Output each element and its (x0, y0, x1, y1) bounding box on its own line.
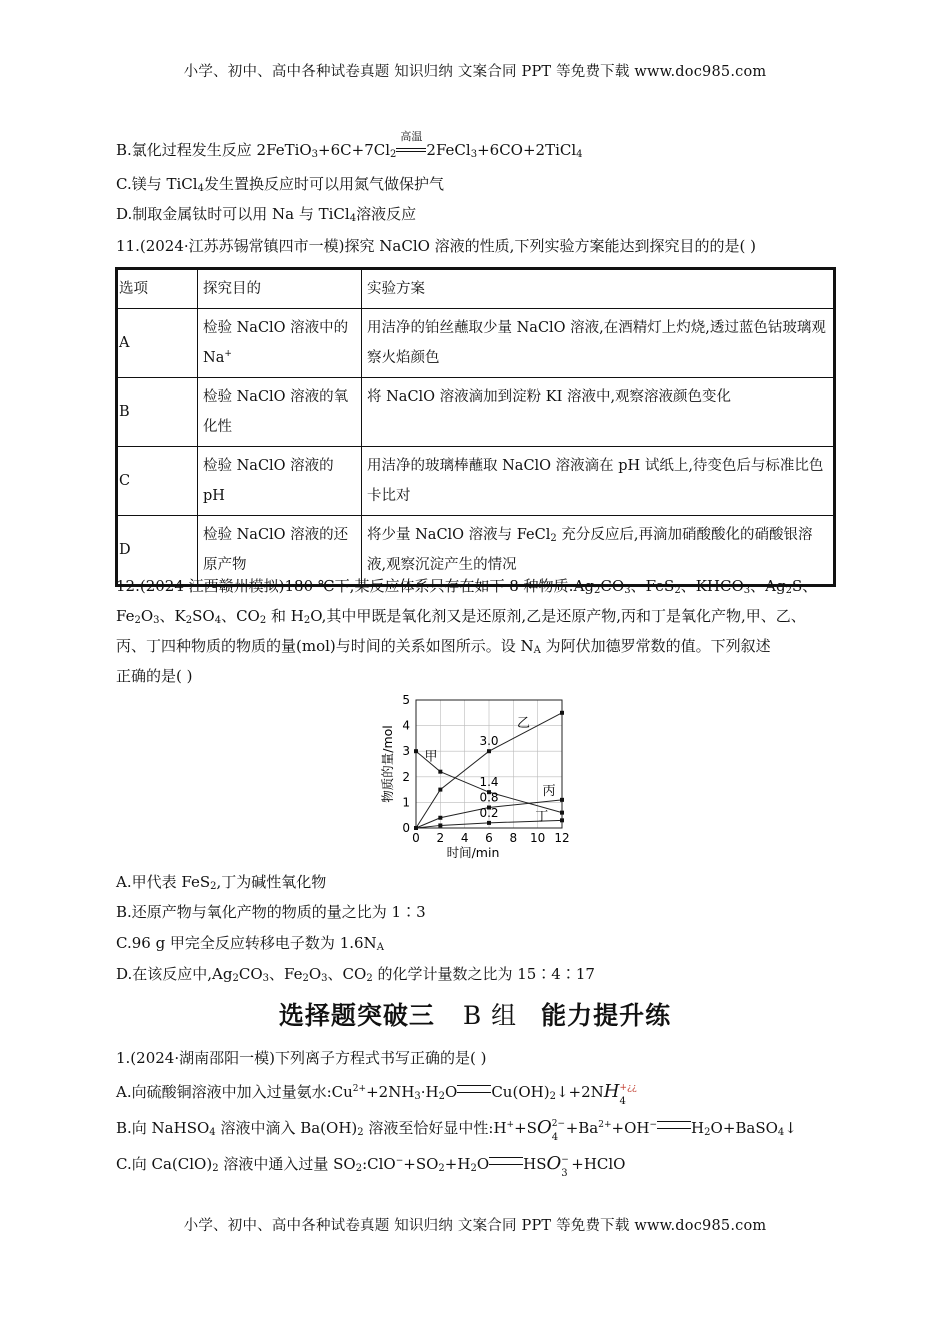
q11-stem: 11.(2024·江苏苏锡常镇四市一模)探究 NaClO 溶液的性质,下列实验方案能达到探究目的的是( ) (116, 237, 756, 255)
series-label: 丁 (535, 809, 549, 825)
equals-sign (489, 1157, 523, 1165)
data-label: 3.0 (479, 734, 499, 749)
page-footer: 小学、初中、高中各种试卷真题 知识归纳 文案合同 PPT 等免费下载 www.doc985.com (183, 1218, 767, 1234)
y-tick-label: 1 (402, 795, 410, 810)
option-label: B (117, 378, 198, 447)
y-tick-label: 3 (402, 744, 410, 759)
data-point (438, 788, 442, 792)
section-title: 选择题突破三 B 组 能力提升练 (278, 1001, 672, 1030)
data-point (438, 816, 442, 820)
data-point (560, 818, 564, 822)
option-label: D (117, 516, 198, 586)
q12-option-b: B.还原产物与氧化产物的物质的量之比为 1∶3 (116, 903, 426, 921)
data-point (487, 821, 491, 825)
q12-stem-line1: 12.(2024·江西赣州模拟)180 ℃下,某反应体系只存在如下 8 种物质$:Ag_2CO_3$、FeS$_2$、$KHCO_3$、$Ag_2S$、 (116, 577, 818, 596)
mol-vs-time-chart (370, 690, 590, 865)
x-tick-label: 4 (460, 831, 469, 845)
option-label: A (117, 309, 198, 378)
q12-option-a: A.甲代表 FeS$_2$,丁为碱性氧化物 (116, 873, 327, 892)
option-label: C (117, 447, 198, 516)
series-label: 甲 (424, 749, 438, 765)
data-label: 0.2 (479, 805, 499, 820)
table-header-cell: 探究目的 (198, 269, 362, 309)
reaction-condition: 高温 (400, 130, 423, 143)
plan-cell: 将 NaClO 溶液滴加到淀粉 KI 溶液中,观察溶液颜色变化 (362, 378, 835, 447)
table-row (117, 378, 835, 447)
q10-option-c: C.镁与 TiCl$_4$发生置换反应时可以用氮气做保护气 (116, 175, 444, 194)
data-label: 1.4 (479, 775, 499, 790)
y-tick-label: 2 (402, 769, 410, 784)
q12-stem-line4: 正确的是( ) (116, 667, 193, 685)
equals-sign (657, 1121, 691, 1129)
table-header-cell: 实验方案 (362, 269, 835, 309)
q12-stem-line2: $Fe_2O_3$、$K_2SO_4$、$CO_2$ 和 $H_2O$,其中甲既是氧化剂又是还原剂,乙是还原产物,丙和丁是氧化产物,甲、乙、 (116, 607, 806, 626)
plan-cell: 将少量 NaClO 溶液与 FeCl$_2$ 充分反应后,再滴加硝酸酸化的硝酸银溶液,观察沉淀产生的情况 (362, 516, 835, 586)
table-row (117, 447, 835, 516)
equals-sign (457, 1085, 491, 1093)
q10-option-d: D.制取金属钛时可以用 Na 与 TiCl$_4$溶液反应 (116, 205, 417, 224)
y-tick-label: 4 (402, 718, 410, 733)
data-point (560, 798, 564, 802)
x-tick-label: 8 (509, 831, 518, 845)
series-label: 乙 (516, 716, 530, 732)
table-row (117, 516, 835, 586)
purpose-cell: 检验 NaClO 溶液的还原产物 (198, 516, 362, 586)
purpose-cell: 检验 NaClO 溶液中的 Na+ (198, 309, 362, 378)
s1-stem: 1.(2024·湖南邵阳一模)下列离子方程式书写正确的是( ) (116, 1049, 487, 1067)
data-point (560, 711, 564, 715)
x-axis-label: 时间/min (446, 845, 500, 860)
purpose-cell: 检验 NaClO 溶液的 pH (198, 447, 362, 516)
table-header-row (117, 269, 835, 309)
s1-option-c: C.向 $Ca(ClO)_2$ 溶液中通入过量 $SO_2:ClO^-+SO_2+H_2O$ HSO − 3 +HClO (116, 1153, 626, 1179)
data-point (438, 770, 442, 774)
y-tick-label: 0 (402, 821, 410, 835)
q12-option-c: C.96 g 甲完全反应转移电子数为 $1.6N_A$ (116, 934, 384, 953)
page-header: 小学、初中、高中各种试卷真题 知识归纳 文案合同 PPT 等免费下载 www.doc985.com (183, 64, 767, 80)
s1-option-b: B.向 NaHSO$_4$ 溶液中滴入 $Ba(OH)_2$ 溶液至恰好显中性:H++SO 2− 4 $+Ba^{2+}+OH^-$ $H_2O+BaSO_4↓$ (116, 1117, 797, 1143)
x-tick-label: 12 (554, 831, 570, 845)
q12-option-d: D.在该反应中$,Ag_2CO_3$、$Fe_2O_3$、$CO_2$ 的化学计量数之比为 15∶4∶17 (116, 965, 595, 984)
data-point (560, 811, 564, 815)
q10-option-b: B.氯化过程发生反应 $2FeTiO_3+6C+7Cl_2$ 高温 2FeCl$_3$+6CO+2TiCl$_4$ (116, 140, 583, 160)
data-point (438, 823, 442, 827)
data-point (414, 826, 418, 830)
table-row (117, 309, 835, 378)
series-label: 丙 (542, 783, 556, 799)
data-label: 0.8 (479, 790, 499, 805)
q11-options-table (115, 267, 836, 587)
x-tick-label: 10 (530, 831, 546, 845)
plan-cell: 用洁净的玻璃棒蘸取 NaClO 溶液滴在 pH 试纸上,待变色后与标准比色卡比对 (362, 447, 835, 516)
plan-cell: 用洁净的铂丝蘸取少量 NaClO 溶液,在酒精灯上灼烧,透过蓝色钴玻璃观察火焰颜色 (362, 309, 835, 378)
y-axis-label: 物质的量/mol (380, 725, 395, 803)
reaction-condition-arrow (396, 130, 426, 155)
y-tick-label: 5 (402, 693, 410, 707)
data-point (487, 749, 491, 753)
x-tick-label: 2 (436, 831, 445, 845)
data-point (414, 749, 418, 753)
x-tick-label: 6 (485, 831, 493, 845)
table-header-cell: 选项 (117, 269, 198, 309)
x-tick-label: 0 (412, 831, 420, 845)
purpose-cell: 检验 NaClO 溶液的氧化性 (198, 378, 362, 447)
q12-stem-line3: 丙、丁四种物质的物质的量(mol)与时间的关系如图所示。设 $N_A$ 为阿伏加德罗常数的值。下列叙述 (116, 637, 771, 656)
s1-option-a: A.向硫酸铜溶液中加入过量氨水$:Cu^{2+}+2NH_3\cdot H_2O$ $Cu(OH)_2↓+2NH$ +¿¿ 4 (116, 1081, 637, 1107)
